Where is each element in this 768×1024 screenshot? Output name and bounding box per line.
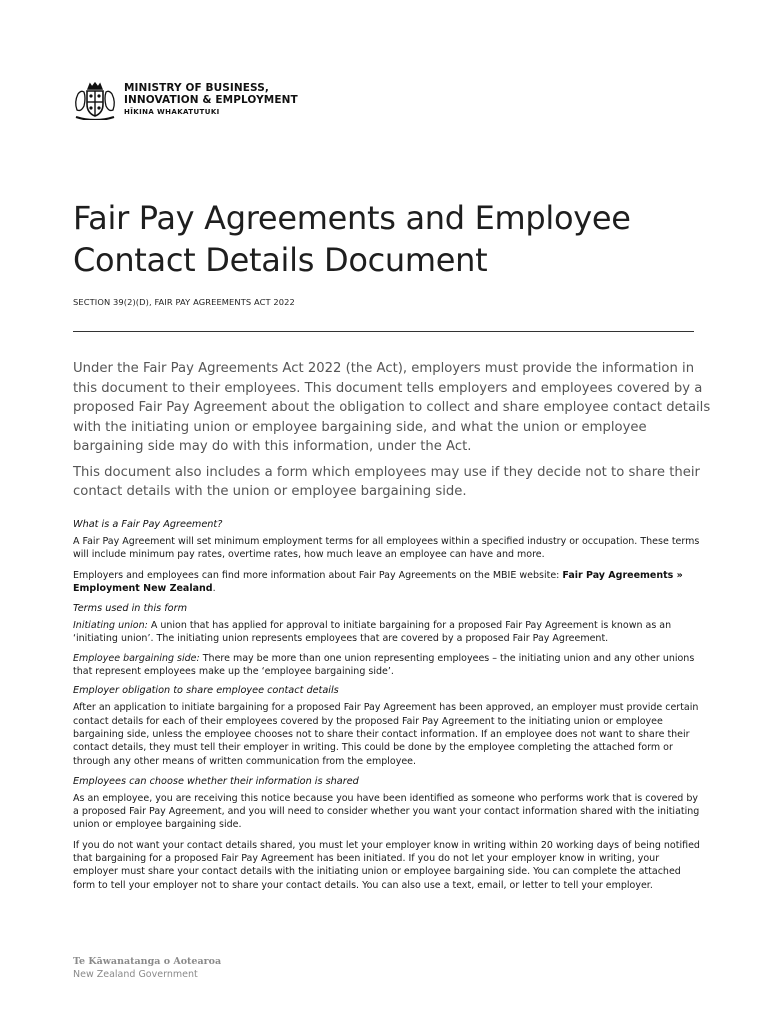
heading-what-is: What is a Fair Pay Agreement? [73, 519, 223, 530]
term-employee-bargaining-side-definition: There may be more than one union representing employees – the initiating union and any other unions that represent employees make up the ‘employee bargaining side’. [73, 652, 695, 678]
employee-choice-paragraph-1: As an employee, you are receiving this notice because you have been identified as someone who performs work that is covered by a proposed Fair Pay Agreement, and you will need to consider whether you want your contact information shared with the initiating union or employee bargaining side. [73, 792, 700, 831]
logo-ministry-line1: MINISTRY OF BUSINESS, [124, 82, 269, 94]
footer-english-name: New Zealand Government [73, 969, 198, 980]
section-reference: SECTION 39(2)(D), FAIR PAY AGREEMENTS ACT 2022 [73, 297, 295, 307]
employer-obligation-paragraph: After an application to initiate bargaining for a proposed Fair Pay Agreement has been approved, an employer must provide certain contact details for each of their employees covered by the proposed Fair Pay Agreement to the initiating union or employee bargaining side, unless the employee chooses not to share their contact information. If an employee does not want to share their contact details, they must tell their employer in writing. This could be done by the employee completing the attached form or through any other means of written communication from the employee. [73, 702, 699, 767]
footer-maori-name: Te Kāwanatanga o Aotearoa [73, 956, 222, 967]
term-initiating-union-definition: A union that has applied for approval to initiate bargaining for a proposed Fair Pay Agreement is known as an ‘initiating union’. The initiating union represents employees that are covered by a proposed Fair Pay Agreement. [73, 620, 672, 645]
term-employee-bargaining-side [73, 652, 703, 679]
mbie-logo [73, 80, 298, 120]
intro-paragraph-1: Under the Fair Pay Agreements Act 2022 (the Act), employers must provide the information in this document to their employees. This document tells employers and employees covered by a proposed Fair Pay Agreement about the obligation to collect and share employee contact details with the initiating union or employee bargaining side, and what the union or employee bargaining side may do with this information, under the Act. [73, 361, 711, 454]
mbie-website-paragraph [73, 569, 703, 596]
title-divider [73, 331, 694, 332]
logo-ministry-line2: INNOVATION & EMPLOYMENT [124, 94, 298, 106]
logo-text [124, 82, 298, 118]
link-period: . [212, 582, 216, 594]
coat-of-arms-icon [73, 80, 117, 120]
term-initiating-union-label: Initiating union: [73, 620, 148, 632]
heading-employee-choice: Employees can choose whether their information is shared [73, 775, 359, 787]
logo-maori-name: HĪKINA WHAKATUTUKI [124, 108, 220, 116]
body-content [73, 518, 703, 899]
term-employee-bargaining-side-label: Employee bargaining side: [73, 652, 200, 664]
intro-paragraph-2: This document also includes a form which employees may use if they decide not to share their contact details with the union or employee bargaining side. [73, 464, 700, 499]
nz-government-footer [73, 955, 221, 981]
heading-employer-obligation: Employer obligation to share employee contact details [73, 685, 339, 697]
fair-pay-agreements-link[interactable]: Fair Pay Agreements » Employment New Zealand [73, 569, 683, 594]
mbie-website-text: Employers and employees can find more information about Fair Pay Agreements on the MBIE website: [73, 569, 563, 581]
heading-terms: Terms used in this form [73, 603, 188, 615]
term-initiating-union [73, 619, 703, 646]
what-is-paragraph: A Fair Pay Agreement will set minimum employment terms for all employees within a specified industry or occupation. These terms will include minimum pay rates, overtime rates, how much leave an employee can have and more. [73, 536, 700, 561]
intro-block [73, 359, 713, 508]
document-title: Fair Pay Agreements and Employee Contact Details Document [73, 199, 631, 279]
employee-choice-paragraph-2: If you do not want your contact details shared, you must let your employer know in writing within 20 working days of being notified that bargaining for a proposed Fair Pay Agreement has been initiated. If you do not let your employer know in writing, your employer must share your contact details with the initiating union or employee bargaining side. You can complete the attached form to tell your employer not to share your contact details. You can also use a text, email, or letter to tell your employer. [73, 839, 700, 891]
